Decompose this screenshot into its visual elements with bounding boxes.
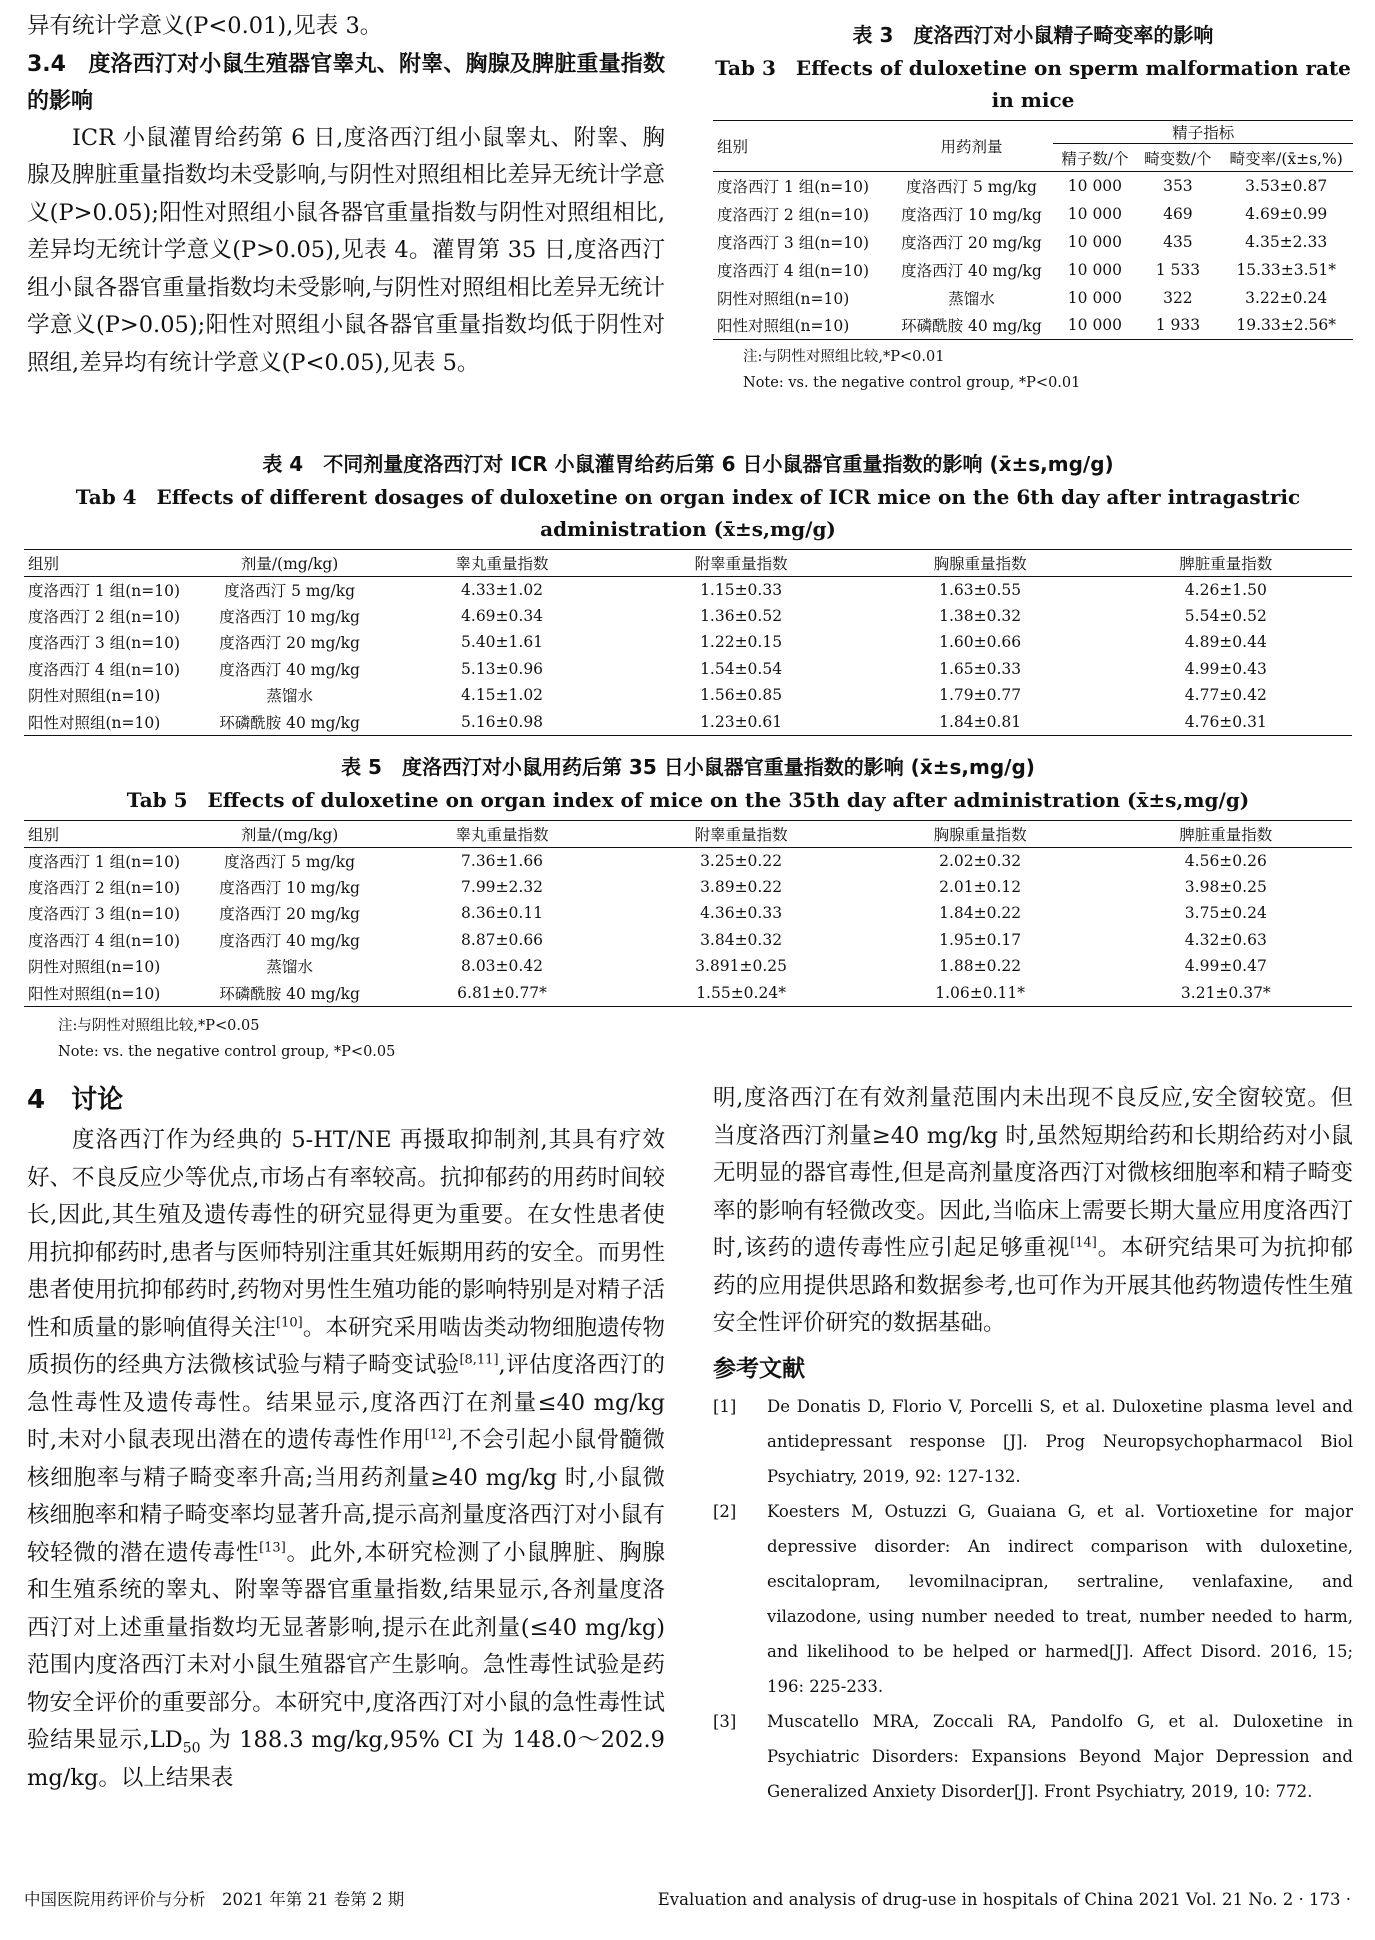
table-cell: 19.33±2.56*: [1219, 312, 1353, 340]
table-4: [24, 549, 1352, 736]
discussion-text: 度洛西汀作为经典的 5-HT/NE 再摄取抑制剂,其具有疗效好、不良反应少等优点,市场占有率较高。抗抑郁药的用药时间较长,因此,其生殖及遗传毒性的研究显得更为重要。在女性患者使用抗抑郁药时,患者与医师特别注重其妊娠期用药的安全。而男性患者使用抗抑郁药时,药物对男性生殖功能的影响特别是对精子活性和质量的影响值得关注: [27, 1127, 665, 1341]
table-4-body: [24, 576, 1352, 735]
table-cell: 3.89±0.22: [700, 877, 783, 896]
table-cell: 度洛西汀 40 mg/kg: [219, 660, 360, 679]
table-cell: 4.77±0.42: [1184, 686, 1267, 705]
table-4-header-row: [24, 550, 1352, 577]
table-4-caption-cn: 表 4 不同剂量度洛西汀对 ICR 小鼠灌胃给药后第 6 日小鼠器官重量指数的影响 (x̄±s,mg/g): [262, 452, 1114, 476]
table-cell: 度洛西汀 4 组(n=10): [28, 660, 181, 679]
references-title: 参考文献: [713, 1355, 805, 1382]
table-cell: 环磷酰胺 40 mg/kg: [889, 312, 1053, 340]
table-5-body: [24, 847, 1352, 1006]
table-cell: 4.36±0.33: [700, 904, 783, 923]
ld50-subscript: 50: [182, 1740, 201, 1757]
table-cell: 环磷酰胺 40 mg/kg: [197, 980, 383, 1007]
table-header-cell: 附睾重量指数: [622, 821, 861, 848]
table-row: [24, 603, 1352, 630]
table-cell: 度洛西汀 1 组(n=10): [717, 177, 870, 196]
table-cell: 1.38±0.32: [939, 606, 1022, 625]
section-3-4-heading: 3.4 度洛西汀对小鼠生殖器官睾丸、附睾、胸腺及脾脏重量指数的影响: [27, 51, 665, 114]
table-cell: 3.84±0.32: [700, 930, 783, 949]
table-cell: 10 000: [1067, 176, 1123, 195]
table-cell: 469: [1163, 204, 1193, 223]
table-cell: 10 000: [1067, 260, 1123, 279]
discussion-text: 明,度洛西汀在有效剂量范围内未出现不良反应,安全窗较宽。但当度洛西汀剂量≥40 mg/kg 时,虽然短期给药和长期给药对小鼠无明显的器官毒性,但是高剂量度洛西汀对微核细胞率和精子畸变率的影响有轻微改变。因此,当临床上需要长期大量应用度洛西汀时,该药的遗传毒性应引起足够重视: [713, 1085, 1353, 1261]
table-header-cell: 胸腺重量指数: [861, 550, 1100, 577]
table-3-caption-cn: 表 3 度洛西汀对小鼠精子畸变率的影响: [852, 23, 1214, 47]
table-cell: 度洛西汀 5 mg/kg: [224, 581, 356, 600]
citation: [12]: [424, 1427, 452, 1443]
table-cell: 4.89±0.44: [1184, 633, 1267, 652]
table-cell: 1.54±0.54: [700, 659, 783, 678]
table-cell: 1.65±0.33: [939, 659, 1022, 678]
table-5-note-cn: 注:与阴性对照组比较,*P<0.05: [58, 1017, 260, 1034]
footer-right: Evaluation and analysis of drug-use in hospitals of China 2021 Vol. 21 No. 2 · 173 ·: [657, 1890, 1351, 1909]
table-cell: 3.75±0.24: [1184, 904, 1267, 923]
table-3-header-group: 组别: [713, 121, 889, 172]
table-cell: 1 933: [1136, 312, 1219, 340]
table-cell: 环磷酰胺 40 mg/kg: [197, 709, 383, 736]
table-3-header-dose: 用药剂量: [889, 121, 1053, 172]
table-row: [24, 629, 1352, 656]
table-cell: 度洛西汀 2 组(n=10): [28, 878, 181, 897]
table-cell: 度洛西汀 3 组(n=10): [28, 905, 181, 924]
table-cell: 10 000: [1067, 288, 1123, 307]
table-4-block: [24, 447, 1352, 736]
table-cell: 5.16±0.98: [383, 709, 622, 736]
discussion-text: 为 188.3 mg/kg,95% CI 为 148.0～202.9 mg/kg。以上结果表: [27, 1727, 665, 1791]
table-4-caption-en-2: administration (x̄±s,mg/g): [540, 517, 836, 541]
table-4-caption-en-1: Tab 4 Effects of different dosages of duloxetine on organ index of ICR mice on the 6th day after intragastric: [75, 485, 1301, 509]
reference-text: Koesters M, Ostuzzi G, Guaiana G, et al. Vortioxetine for major depressive disorder: An indirect comparison with duloxetine, escitalopram, levomilnacipran, sertraline, venlafaxine, and vilazodone, using number needed to treat, number needed to harm, and likelihood to be helped or harmed[J]. Affect Disord. 2016, 15; 196: 225-233.: [767, 1501, 1353, 1696]
reference-number: [1]: [713, 1396, 737, 1416]
table-row: [713, 312, 1353, 340]
table-cell: 4.33±1.02: [461, 580, 544, 599]
table-cell: 2.02±0.32: [939, 851, 1022, 870]
table-cell: 阴性对照组(n=10): [28, 687, 161, 706]
table-cell: 阳性对照组(n=10): [24, 980, 197, 1007]
discussion-text: ,评估度洛西汀的急性毒性及遗传毒性。结果显示,度洛西汀在剂量≤40 mg/kg 时,未对小鼠表现出潜在的遗传毒性作用: [27, 1352, 665, 1453]
table-row: [713, 228, 1353, 256]
table-5-caption-en: Tab 5 Effects of duloxetine on organ index of mice on the 35th day after administration (x̄±s,mg/g): [126, 788, 1250, 812]
table-cell: 度洛西汀 20 mg/kg: [219, 634, 360, 653]
table-cell: 1.84±0.22: [939, 904, 1022, 923]
table-cell: 4.56±0.26: [1184, 851, 1267, 870]
table-cell: 3.22±0.24: [1245, 288, 1328, 307]
table-row: [24, 927, 1352, 954]
table-cell: 1.15±0.33: [700, 580, 783, 599]
table-5-block: [24, 750, 1352, 1065]
table-cell: 4.35±2.33: [1245, 232, 1328, 251]
table-cell: 7.99±2.32: [461, 877, 544, 896]
citation: [14]: [1070, 1235, 1097, 1251]
reference-number: [3]: [713, 1711, 737, 1731]
continued-line: 异有统计学意义(P<0.01),见表 3。: [27, 13, 383, 39]
table-cell: 度洛西汀 5 mg/kg: [906, 177, 1037, 196]
table-3-subheader: 精子数/个: [1053, 144, 1136, 172]
table-cell: 阳性对照组(n=10): [24, 709, 197, 736]
table-row: [24, 709, 1352, 736]
table-cell: 3.53±0.87: [1245, 176, 1328, 195]
discussion-left-column: [27, 1080, 665, 1797]
table-cell: 8.03±0.42: [461, 957, 544, 976]
table-cell: 3.25±0.22: [700, 851, 783, 870]
reference-item: [713, 1389, 1353, 1494]
table-header-cell: 剂量/(mg/kg): [197, 821, 383, 848]
left-top-column: [27, 8, 665, 382]
discussion-right-column: [713, 1080, 1353, 1809]
table-cell: 度洛西汀 20 mg/kg: [901, 233, 1042, 252]
table-row: [24, 953, 1352, 980]
table-row: [713, 200, 1353, 228]
table-cell: 3.891±0.25: [695, 957, 788, 976]
reference-item: [713, 1704, 1353, 1809]
table-cell: 6.81±0.77*: [383, 980, 622, 1007]
table-cell: 1.55±0.24*: [622, 980, 861, 1007]
table-header-cell: 睾丸重量指数: [383, 550, 622, 577]
discussion-paragraph: [27, 1122, 665, 1797]
table-5-caption-cn: 表 5 度洛西汀对小鼠用药后第 35 日小鼠器官重量指数的影响 (x̄±s,mg/g): [341, 755, 1035, 779]
table-cell: 4.69±0.34: [461, 606, 544, 625]
citation: [8,11]: [459, 1352, 499, 1368]
table-5-header-row: [24, 821, 1352, 848]
footer-left: 中国医院用药评价与分析 2021 年第 21 卷第 2 期: [24, 1890, 405, 1909]
table-header-cell: 脾脏重量指数: [1100, 550, 1352, 577]
table-cell: 322: [1163, 288, 1193, 307]
table-cell: 度洛西汀 4 组(n=10): [28, 931, 181, 950]
table-cell: 10 000: [1053, 312, 1136, 340]
table-3: [713, 120, 1353, 340]
table-cell: 1.95±0.17: [939, 930, 1022, 949]
discussion-text: 。本研究采用啮齿类动物细胞遗传物质损伤的经典方法微核试验与精子畸变试验: [27, 1314, 665, 1378]
table-cell: 度洛西汀 40 mg/kg: [901, 261, 1042, 280]
reference-number: [2]: [713, 1501, 737, 1521]
table-row: [24, 656, 1352, 683]
table-header-cell: 附睾重量指数: [622, 550, 861, 577]
table-3-block: [713, 18, 1353, 396]
table-cell: 度洛西汀 10 mg/kg: [219, 878, 360, 897]
table-cell: 蒸馏水: [266, 687, 313, 706]
table-cell: 度洛西汀 3 组(n=10): [28, 634, 181, 653]
table-row: [24, 980, 1352, 1007]
table-cell: 蒸馏水: [948, 289, 995, 308]
table-cell: 5.40±1.61: [461, 633, 544, 652]
table-cell: 度洛西汀 1 组(n=10): [28, 852, 181, 871]
table-cell: 1.22±0.15: [700, 633, 783, 652]
table-cell: 1.79±0.77: [939, 686, 1022, 705]
table-cell: 1.06±0.11*: [861, 980, 1100, 1007]
table-cell: 7.36±1.66: [461, 851, 544, 870]
table-3-caption-en-1: Tab 3 Effects of duloxetine on sperm malformation rate: [715, 56, 1351, 80]
table-cell: 5.13±0.96: [461, 659, 544, 678]
table-cell: 度洛西汀 10 mg/kg: [219, 607, 360, 626]
table-3-header-sperm: 精子指标: [1053, 121, 1353, 144]
table-row: [24, 847, 1352, 874]
table-row: [713, 172, 1353, 200]
reference-text: Muscatello MRA, Zoccali RA, Pandolfo G, et al. Duloxetine in Psychiatric Disorders: Expansions Beyond Major Depression and Generalized Anxiety Disorder[J]. Front Psychiatry, 2019, 10: 772.: [767, 1711, 1353, 1801]
table-cell: 1.63±0.55: [939, 580, 1022, 599]
reference-item: [713, 1494, 1353, 1704]
table-cell: 5.54±0.52: [1184, 606, 1267, 625]
table-cell: 10 000: [1067, 232, 1123, 251]
discussion-text: 。此外,本研究检测了小鼠脾脏、胸腺和生殖系统的睾丸、附睾等器官重量指数,结果显示,各剂量度洛西汀对上述重量指数均无显著影响,提示在此剂量(≤40 mg/kg)范围内度洛西汀未对小鼠生殖器官产生影响。急性毒性试验是药物安全评价的重要部分。本研究中,度洛西汀对小鼠的急性毒性试验结果显示,LD: [27, 1539, 665, 1753]
discussion-text: ,不会引起小鼠骨髓微核细胞率与精子畸变率升高;当用药剂量≥40 mg/kg 时,小鼠微核细胞率和精子畸变率均显著升高,提示高剂量度洛西汀对小鼠有较轻微的潜在遗传毒性: [27, 1427, 665, 1566]
references-list: [713, 1389, 1353, 1809]
table-header-cell: 睾丸重量指数: [383, 821, 622, 848]
discussion-text: 。本研究结果可为抗抑郁药的应用提供思路和数据参考,也可作为开展其他药物遗传性生殖安全性评价研究的数据基础。: [713, 1235, 1353, 1336]
table-cell: 435: [1163, 232, 1193, 251]
table-cell: 353: [1163, 176, 1193, 195]
table-header-cell: 剂量/(mg/kg): [197, 550, 383, 577]
table-header-cell: 组别: [24, 821, 197, 848]
table-cell: 阴性对照组(n=10): [717, 289, 850, 308]
table-cell: 度洛西汀 3 组(n=10): [717, 233, 870, 252]
table-3-note-en: Note: vs. the negative control group, *P<0.01: [743, 375, 1081, 391]
table-cell: 1.60±0.66: [939, 633, 1022, 652]
discussion-heading: 4 讨论: [27, 1085, 124, 1115]
table-cell: 4.99±0.43: [1184, 659, 1267, 678]
table-cell: 度洛西汀 20 mg/kg: [219, 905, 360, 924]
table-cell: 度洛西汀 2 组(n=10): [28, 607, 181, 626]
table-header-cell: 胸腺重量指数: [861, 821, 1100, 848]
table-cell: 1.84±0.81: [861, 709, 1100, 736]
table-cell: 度洛西汀 40 mg/kg: [219, 931, 360, 950]
table-cell: 阳性对照组(n=10): [713, 312, 889, 340]
table-cell: 3.21±0.37*: [1100, 980, 1352, 1007]
table-3-subheader: 畸变数/个: [1136, 144, 1219, 172]
table-cell: 度洛西汀 5 mg/kg: [224, 852, 356, 871]
table-cell: 1.88±0.22: [939, 957, 1022, 976]
table-row: [713, 256, 1353, 284]
table-3-body: [713, 172, 1353, 340]
table-cell: 阴性对照组(n=10): [28, 958, 161, 977]
citation: [10]: [276, 1315, 303, 1330]
table-3-subheader: 畸变率/(x̄±s,%): [1219, 144, 1353, 172]
table-cell: 1.56±0.85: [700, 686, 783, 705]
table-cell: 4.26±1.50: [1184, 580, 1267, 599]
table-cell: 蒸馏水: [266, 958, 313, 977]
section-3-4-paragraph: ICR 小鼠灌胃给药第 6 日,度洛西汀组小鼠睾丸、附睾、胸腺及脾脏重量指数均未受影响,与阴性对照组相比差异无统计学意义(P>0.05);阳性对照组小鼠各器官重量指数与阴性对照组相比,差异均无统计学意义(P>0.05),见表 4。灌胃第 35 日,度洛西汀组小鼠各器官重量指数均未受影响,与阴性对照组相比差异无统计学意义(P>0.05);阳性对照组小鼠各器官重量指数均低于阴性对照组,差异均有统计学意义(P<0.05),见表 5。: [27, 124, 665, 376]
table-cell: 度洛西汀 2 组(n=10): [717, 205, 870, 224]
table-cell: 度洛西汀 4 组(n=10): [717, 261, 870, 280]
table-row: [713, 284, 1353, 312]
discussion-continued-paragraph: [713, 1080, 1353, 1343]
table-cell: 4.69±0.99: [1245, 204, 1328, 223]
table-cell: 度洛西汀 1 组(n=10): [28, 581, 181, 600]
table-header-cell: 组别: [24, 550, 197, 577]
table-row: [24, 900, 1352, 927]
citation: [13]: [259, 1540, 286, 1555]
table-5: [24, 820, 1352, 1007]
table-cell: 4.15±1.02: [461, 686, 544, 705]
table-header-cell: 脾脏重量指数: [1100, 821, 1352, 848]
table-cell: 3.98±0.25: [1184, 877, 1267, 896]
table-3-caption-en-2: in mice: [991, 88, 1075, 112]
table-cell: 4.76±0.31: [1100, 709, 1352, 736]
table-cell: 8.87±0.66: [461, 930, 544, 949]
table-3-note-cn: 注:与阴性对照组比较,*P<0.01: [743, 349, 945, 365]
table-row: [24, 576, 1352, 603]
reference-text: De Donatis D, Florio V, Porcelli S, et al. Duloxetine plasma level and antidepressant response [J]. Prog Neuropsychopharmacol Biol Psychiatry, 2019, 92: 127-132.: [767, 1396, 1353, 1486]
table-cell: 15.33±3.51*: [1236, 260, 1336, 279]
table-cell: 1.23±0.61: [622, 709, 861, 736]
table-cell: 度洛西汀 10 mg/kg: [901, 205, 1042, 224]
table-row: [24, 682, 1352, 709]
table-cell: 10 000: [1067, 204, 1123, 223]
table-cell: 2.01±0.12: [939, 877, 1022, 896]
table-cell: 1.36±0.52: [700, 606, 783, 625]
table-cell: 1 533: [1155, 260, 1201, 279]
table-cell: 8.36±0.11: [461, 904, 544, 923]
table-5-note-en: Note: vs. the negative control group, *P<0.05: [58, 1043, 396, 1060]
table-cell: 4.99±0.47: [1184, 957, 1267, 976]
table-cell: 4.32±0.63: [1184, 930, 1267, 949]
table-row: [24, 874, 1352, 901]
